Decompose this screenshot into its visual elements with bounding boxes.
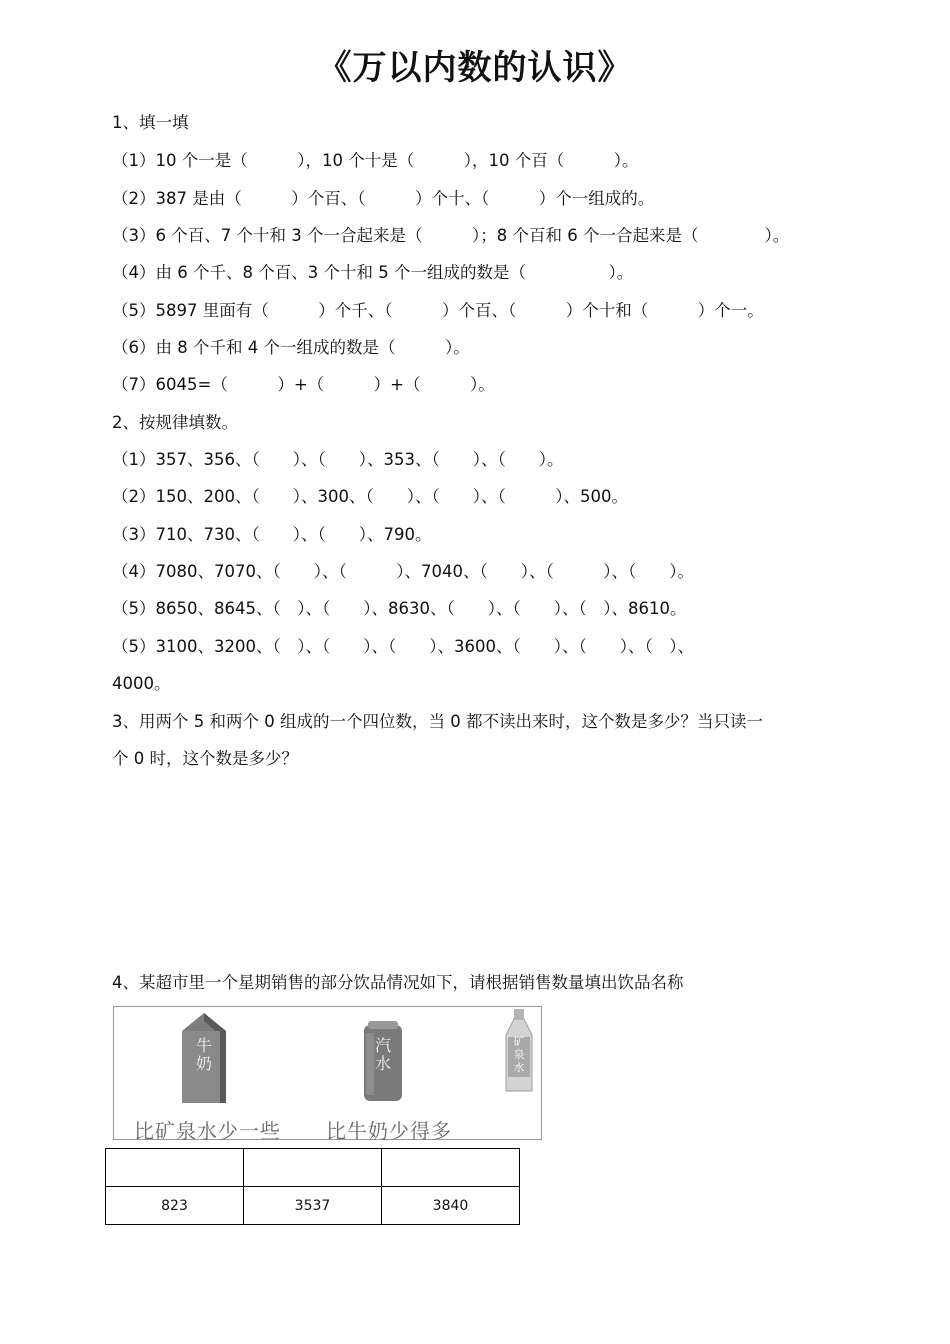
drink-name-cell — [106, 1149, 244, 1187]
question-1-5: （5）5897 里面有（ ）个千、（ ）个百、（ ）个十和（ ）个一。 — [112, 301, 764, 320]
water-label: 矿泉水 — [513, 1035, 525, 1074]
question-2-1: （1）357、356、（ ）、（ ）、353、（ ）、（ ）。 — [112, 450, 564, 469]
section-2-heading: 2、按规律填数。 — [112, 413, 238, 432]
question-2-3: （3）710、730、（ ）、（ ）、790。 — [112, 525, 432, 544]
question-2-5a: （5）8650、8645、（ ）、（ ）、8630、（ ）、（ ）、（ ）、8610。 — [112, 599, 687, 618]
drink-name-cell — [244, 1149, 382, 1187]
question-2-5b-end: 4000。 — [112, 674, 171, 693]
question-1-2: （2）387 是由（ ）个百、（ ）个十、（ ）个一组成的。 — [112, 189, 655, 208]
page-title: 《万以内数的认识》 — [317, 48, 633, 88]
soda-label: 汽水 — [374, 1036, 391, 1073]
section-3-text-cont: 个 0 时，这个数是多少？ — [112, 749, 298, 768]
question-2-4: （4）7080、7070、（ ）、（ ）、7040、（ ）、（ ）、（ ）。 — [112, 562, 694, 581]
question-2-5b: （5）3100、3200、（ ）、（ ）、（ ）、3600、（ ）、（ ）、（ ）、 — [112, 637, 694, 656]
table-values-row — [106, 1187, 520, 1225]
sales-value-cell: 3840 — [382, 1187, 520, 1225]
section-1-heading: 1、填一填 — [112, 113, 189, 132]
caption-soda: 比牛奶少得多 — [326, 1119, 452, 1143]
caption-milk: 比矿泉水少一些 — [134, 1119, 281, 1143]
question-1-1: （1）10 个一是（ ），10 个十是（ ），10 个百（ ）。 — [112, 151, 639, 170]
sales-table — [105, 1148, 520, 1225]
drink-name-cell — [382, 1149, 520, 1187]
sales-value-cell: 3537 — [244, 1187, 382, 1225]
milk-label: 牛奶 — [195, 1036, 212, 1073]
question-1-3: （3）6 个百、7 个十和 3 个一合起来是（ ）；8 个百和 6 个一合起来是（ ）。 — [112, 226, 790, 245]
table-header-row — [106, 1149, 520, 1187]
section-3-text: 3、用两个 5 和两个 0 组成的一个四位数，当 0 都不读出来时，这个数是多少？当只读一 — [112, 712, 763, 731]
question-1-4: （4）由 6 个千、8 个百、3 个十和 5 个一组成的数是（ ）。 — [112, 263, 634, 282]
drinks-illustration — [113, 1006, 542, 1143]
sales-value-cell: 823 — [106, 1187, 244, 1225]
question-2-2: （2）150、200、（ ）、300、（ ）、（ ）、（ ）、500。 — [112, 487, 628, 506]
question-1-7: （7）6045=（ ）+（ ）+（ ）。 — [112, 375, 495, 394]
section-4-heading: 4、某超市里一个星期销售的部分饮品情况如下，请根据销售数量填出饮品名称 — [112, 973, 684, 992]
question-1-6: （6）由 8 个千和 4 个一组成的数是（ ）。 — [112, 338, 470, 357]
